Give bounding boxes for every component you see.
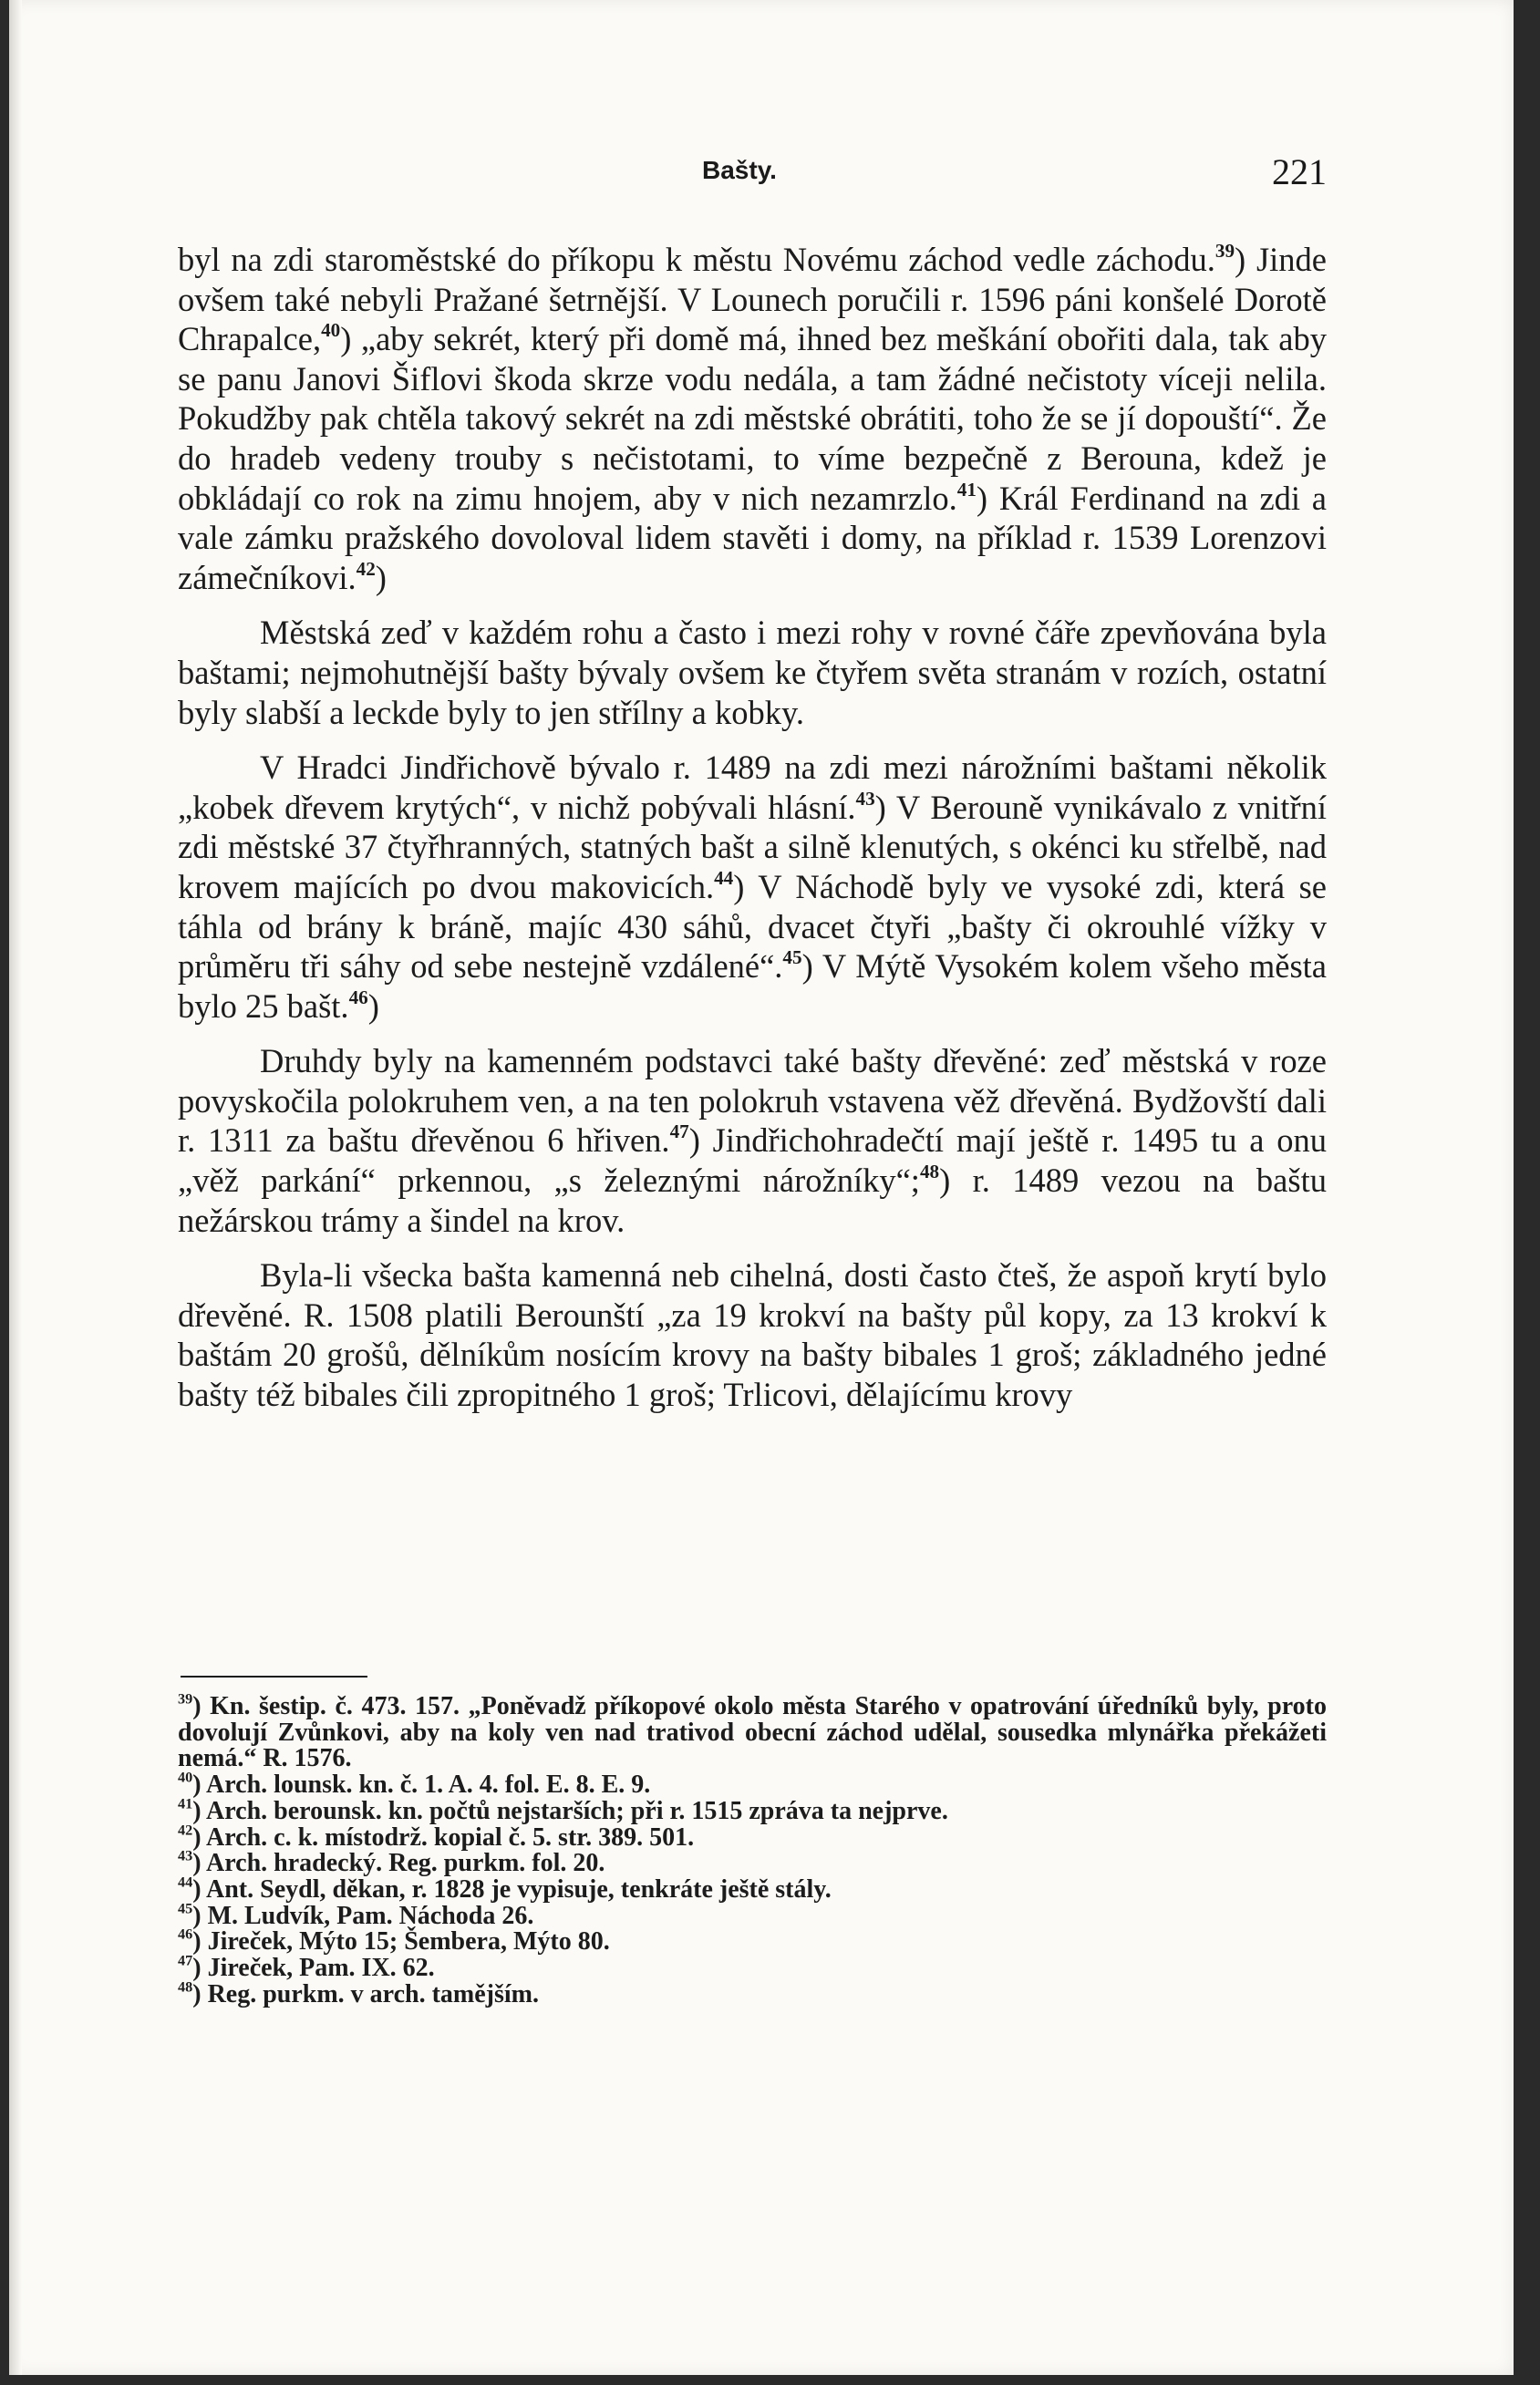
footnote-mark: 40: [178, 1769, 193, 1786]
footnote-reference: 39: [1214, 240, 1235, 263]
footnote-reference: 44: [714, 867, 734, 890]
footnote-mark: 47: [178, 1952, 193, 1969]
footnote-mark: 44: [178, 1874, 193, 1891]
footnote-mark-paren: ): [192, 1796, 207, 1825]
footnote-42: [178, 1822, 1327, 1852]
footnote-reference: 46: [348, 986, 368, 1008]
footnote-40: [178, 1769, 1327, 1800]
text-run: ) Král Ferdinand na zdi a vale zámku pražského dovoloval lidem stavěti i domy, na příklad r. 1539 Lorenzovi zámečníkovi.: [178, 479, 1327, 596]
footnote-text: Jireček, Pam. IX. 62.: [207, 1954, 435, 1983]
text-run: ) V Berouně vynikávalo z vnitřní zdi městské 37 čtyřhranných, statných bašt a silně klenutých, s okénci ku střelbě, nad krovem majících po dvou makovicích.: [178, 788, 1327, 905]
footnote-mark: 48: [178, 1978, 193, 1996]
footnote-47: [178, 1952, 1327, 1983]
footnote-reference: 41: [956, 478, 977, 501]
text-run: ): [367, 986, 379, 1025]
footnote-mark: 42: [178, 1822, 193, 1839]
footnote-text: M. Ludvík, Pam. Náchoda 26.: [207, 1901, 534, 1930]
footnote-mark: 41: [178, 1795, 193, 1812]
paragraph-p5: [178, 1255, 1327, 1414]
footnote-mark: 43: [178, 1847, 193, 1864]
text-run: ) r. 1489 vezou na baštu nežárskou trámy a šindel na krov.: [178, 1162, 1327, 1239]
text-run: V Hradci Jindřichově bývalo r. 1489 na zdi mezi nárožními baštami několik „kobek dřevem krytých“, v nichž pobývali hlásní.: [178, 749, 1327, 826]
page-number: 221: [1272, 151, 1327, 192]
footnote-mark: 39: [178, 1690, 193, 1708]
footnote-separator: [181, 1676, 367, 1678]
footnote-text: Kn. šestip. č. 473. 157. „Poněvadž příkopové okolo města Starého v opatrování úředníků byly, proto dovolují Zvůnkovi, aby na koly ven nad trativod obecní záchod udělal, sousedka mlynářka překážeti nemá.“ R. 1576.: [178, 1692, 1327, 1773]
text-run: byl na zdi staroměstské do příkopu k městu Novému záchod vedle záchodu.: [178, 241, 1215, 278]
text-run: ) Jindřichohradečtí mají ještě r. 1495 tu a onu „věž parkání“ prkennou, „s železnými nárožníky“;: [178, 1121, 1327, 1200]
footnote-44: [178, 1874, 1327, 1904]
running-header: [178, 150, 1327, 205]
paragraph-p2: [178, 613, 1327, 732]
footnote-mark-paren: ): [192, 1954, 208, 1983]
footnote-45: [178, 1900, 1327, 1930]
footnote-mark-paren: ): [192, 1849, 207, 1878]
footnote-reference: 45: [782, 946, 802, 969]
main-text: [178, 240, 1327, 1430]
footnote-39: [178, 1690, 1327, 1773]
text-run: ) V Náchodě byly ve vysoké zdi, která se táhla od brány k bráně, majíc 430 sáhů, dvacet čtyři „bašty či okrouhlé vížky v průměru tři sáhy od sebe nestejně vzdálené“.: [178, 867, 1327, 986]
text-run: Městská zeď v každém rohu a často i mezi rohy v rovné čáře zpevňována byla baštami; nejmohutnější bašty bývaly ovšem ke čtyřem světa stranám v rozích, ostatní byly slabší a leckde byly to jen střílny a kobky.: [178, 614, 1327, 731]
footnote-mark-paren: ): [192, 1692, 211, 1720]
footnote-reference: 43: [855, 787, 875, 810]
text-run: ) Jinde ovšem také nebyli Pražané šetrnější. V Lounech poručili r. 1596 páni konšelé Dorotě Chrapalce,: [178, 241, 1328, 358]
footnote-text: Reg. purkm. v arch. tamějším.: [207, 1979, 540, 2008]
text-run: Druhdy byly na kamenném podstavci také bašty dřevěné: zeď městská v roze povyskočila polokruhem ven, a na ten polokruh vstavena věž dřevěná. Bydžovští dali r. 1311 za baštu dřevěnou 6 hřiven.: [178, 1042, 1327, 1160]
page-edge-shadow: [9, 0, 22, 2375]
footnote-46: [178, 1926, 1327, 1957]
footnote-mark: 46: [178, 1926, 193, 1943]
text-run: ) V Mýtě Vysokém kolem všeho města bylo 25 bašt.: [178, 947, 1328, 1025]
footnote-41: [178, 1795, 1327, 1825]
footnote-43: [178, 1847, 1327, 1878]
footnotes: [178, 1690, 1327, 2008]
footnote-reference: 40: [321, 319, 341, 342]
footnote-48: [178, 1978, 1327, 2008]
footnote-mark-paren: ): [192, 1771, 207, 1800]
footnote-mark-paren: ): [192, 1979, 208, 2008]
footnote-mark-paren: ): [192, 1874, 207, 1904]
footnote-text: Arch. c. k. místodrž. kopial č. 5. str. 389. 501.: [206, 1822, 695, 1852]
paragraph-p4: [178, 1041, 1327, 1240]
footnote-mark: 45: [178, 1900, 193, 1917]
footnote-mark-paren: ): [192, 1901, 208, 1930]
footnote-mark-paren: ): [192, 1822, 207, 1852]
footnote-text: Arch. hradecký. Reg. purkm. fol. 20.: [206, 1849, 605, 1878]
footnote-text: Arch. lounsk. kn. č. 1. A. 4. fol. E. 8. E. 9.: [206, 1771, 651, 1800]
footnote-reference: 42: [356, 557, 376, 580]
text-run: Byla-li všecka bašta kamenná neb cihelná, dosti často čteš, že aspoň krytí bylo dřevěné. R. 1508 platili Berounští „za 19 krokví na bašty půl kopy, za 13 krokví k baštám 20 grošů, dělníkům nosícím krovy na bašty bibales 1 groš; základného jedné bašty též bibales čili zpropitného 1 groš; Trlicovi, dělajícímu krovy: [178, 1256, 1327, 1414]
paragraph-p1: [178, 240, 1327, 597]
text-run: ) „aby sekrét, který při domě má, ihned bez meškání obořiti dala, tak aby se panu Janovi Šiflovi škoda skrze vodu nedála, a tam žádné nečistoty víceji nelila. Pokudžby pak chtěla takový sekrét na zdi městské obrátiti, toho že se jí dopouští“. Že do hradeb vedeny trouby s nečistotami, to víme bezpečně z Berouna, kdež je obkládají co rok na zimu hnojem, aby v nich nezamrzlo.: [178, 320, 1327, 517]
footnote-text: Arch. berounsk. kn. počtů nejstarších; při r. 1515 zpráva ta nejprve.: [206, 1796, 948, 1825]
footnote-text: Ant. Seydl, děkan, r. 1828 je vypisuje, tenkráte ještě stály.: [206, 1874, 832, 1904]
footnote-mark-paren: ): [192, 1927, 208, 1957]
text-run: ): [375, 558, 387, 596]
paragraph-p3: [178, 748, 1327, 1026]
running-title: Bašty.: [702, 156, 777, 184]
footnote-reference: 47: [669, 1120, 689, 1143]
footnote-text: Jireček, Mýto 15; Šembera, Mýto 80.: [207, 1927, 610, 1957]
footnote-reference: 48: [919, 1161, 940, 1183]
